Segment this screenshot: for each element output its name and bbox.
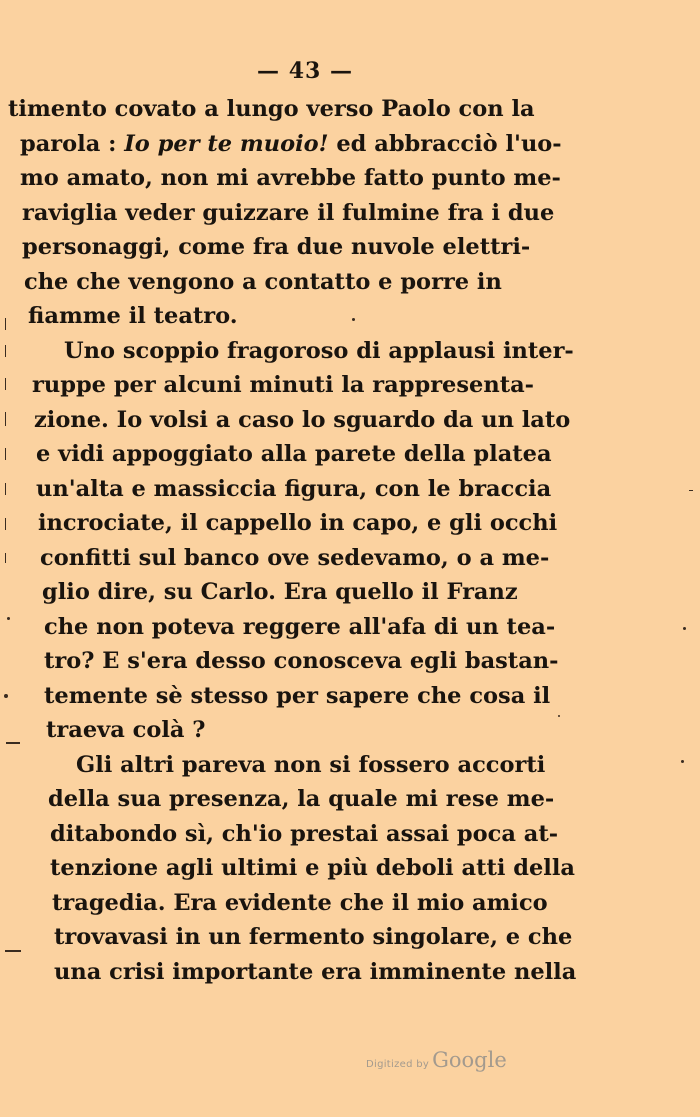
text-line: traeva colà ?	[46, 717, 206, 743]
scan-artifact	[5, 483, 6, 495]
scan-artifact	[681, 760, 684, 763]
text-line: ditabondo sì, ch'io prestai assai poca at-	[50, 820, 559, 847]
text-line: incrociate, il cappello in capo, e gli occhi	[38, 510, 558, 536]
digitized-watermark	[366, 1048, 526, 1072]
scan-artifact	[5, 553, 6, 563]
scan-artifact	[5, 345, 6, 357]
italic-quote: Io per te muoio!	[124, 130, 329, 157]
page-number: — 43 —	[257, 58, 353, 84]
scan-artifact	[5, 412, 6, 426]
text-line: che che vengono a contatto e porre in	[24, 268, 502, 295]
text-line: tragedia. Era evidente che il mio amico	[52, 889, 548, 916]
text-segment: ed abbracciò l'uo-	[328, 130, 562, 157]
text-line: confitti sul banco ove sedevamo, o a me-	[40, 544, 550, 571]
text-line: fiamme il teatro.	[28, 303, 238, 329]
text-segment: parola :	[20, 130, 125, 157]
text-line: e vidi appoggiato alla parete della platea	[36, 441, 552, 467]
text-line: mo amato, non mi avrebbe fatto punto me-	[20, 165, 561, 191]
scan-artifact	[352, 318, 355, 321]
text-line: trovavasi in un fermento singolare, e che	[54, 924, 573, 950]
scan-artifact	[5, 378, 6, 390]
text-line: raviglia veder guizzare il fulmine fra i due	[22, 199, 555, 226]
text-line: Gli altri pareva non si fossero accorti	[76, 751, 546, 778]
text-line: personaggi, come fra due nuvole elettri-	[22, 234, 531, 260]
text-line: tro? E s'era desso conosceva egli bastan-	[44, 648, 559, 674]
text-line: tenzione agli ultimi e più deboli atti della	[50, 855, 575, 881]
scan-artifact	[558, 715, 560, 717]
scan-artifact	[5, 518, 6, 530]
text-line: che non poteva reggere all'afa di un tea-	[44, 613, 556, 640]
text-line: timento covato a lungo verso Paolo con la	[8, 96, 535, 122]
watermark-brand: Google	[432, 1048, 507, 1072]
scan-artifact	[5, 318, 6, 330]
text-line: glio dire, su Carlo. Era quello il Franz	[42, 579, 518, 605]
text-line: una crisi importante era imminente nella	[54, 958, 577, 985]
scan-artifact	[5, 950, 21, 952]
scan-artifact	[5, 448, 6, 460]
text-line	[20, 127, 562, 162]
scan-artifact	[6, 742, 20, 744]
text-line: della sua presenza, la quale mi rese me-	[48, 786, 555, 812]
text-line: un'alta e massiccia figura, con le braccia	[36, 475, 552, 502]
text-line: Uno scoppio fragoroso di applausi inter-	[64, 337, 574, 364]
scan-artifact	[683, 627, 686, 630]
watermark-prefix: Digitized by	[366, 1059, 430, 1070]
scan-artifact	[689, 490, 693, 491]
scan-artifact	[4, 694, 8, 698]
scan-artifact	[7, 617, 10, 620]
text-line: ruppe per alcuni minuti la rappresenta-	[32, 372, 535, 398]
text-line: temente sè stesso per sapere che cosa il	[44, 682, 551, 709]
text-line: zione. Io volsi a caso lo sguardo da un lato	[34, 406, 571, 433]
